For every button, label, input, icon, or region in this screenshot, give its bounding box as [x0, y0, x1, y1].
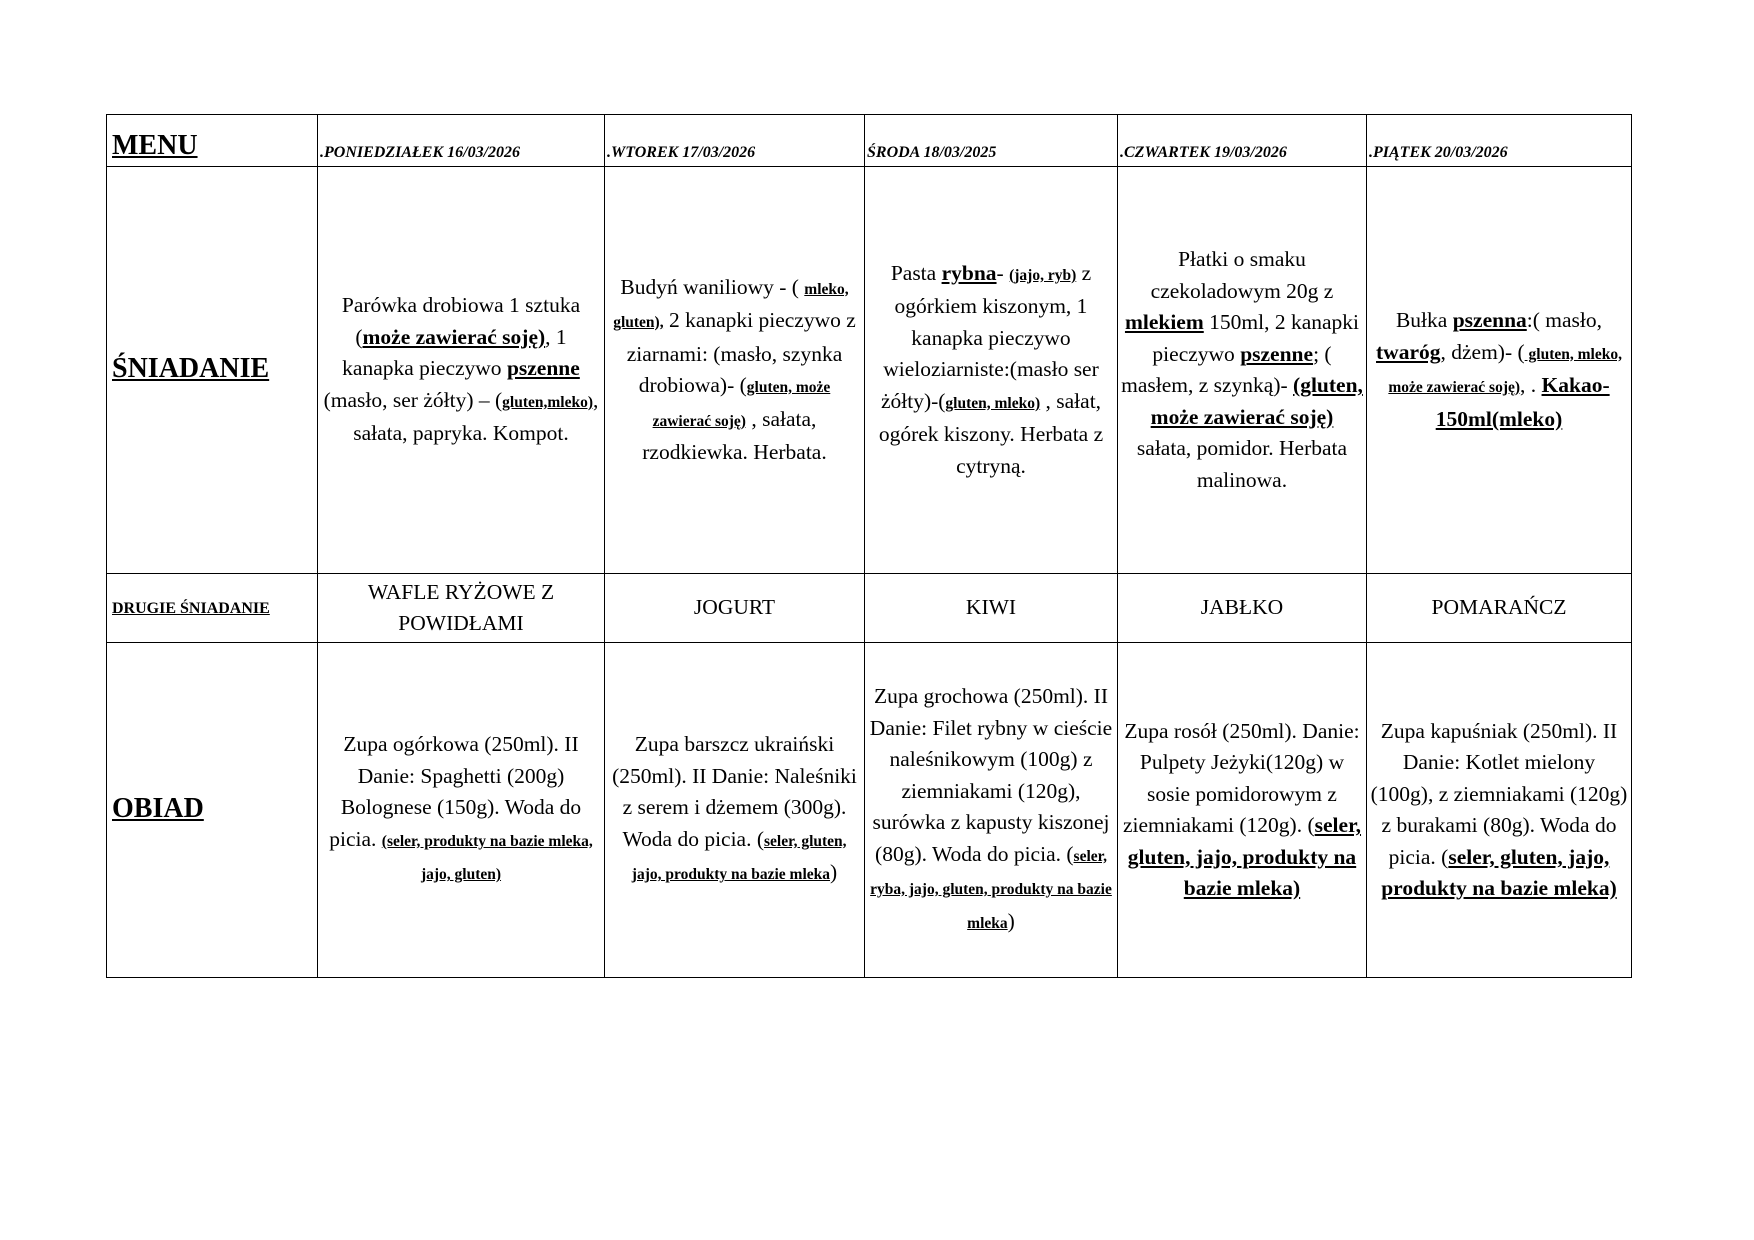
allergen-text: twaróg: [1376, 339, 1441, 364]
meal-cell: [605, 574, 865, 643]
breakfast-label: ŚNIADANIE: [112, 352, 270, 384]
allergen-text: seler, gluten, jajo, produkty na bazie mleka): [1127, 813, 1362, 900]
menu-table: [106, 114, 1632, 978]
day-header-monday: .PONIEDZIAŁEK 16/03/2026: [318, 115, 605, 167]
meal-text: 2 kanapki pieczywo z ziarnami: (masło, szynka drobiowa)- (: [626, 308, 856, 397]
meal-cell: [1367, 574, 1632, 643]
allergen-text: gluten, mleko): [945, 394, 1041, 412]
meal-text: Zupa ogórkowa (250ml). II Danie: Spaghetti (200g) Bolognese (150g). Woda do picia.: [329, 732, 582, 851]
breakfast-label-cell: [107, 167, 318, 574]
second-breakfast-row: [107, 574, 1632, 643]
meal-cell: [605, 167, 865, 574]
meal-text: JABŁKO: [1200, 595, 1284, 620]
meal-text: (masło, ser żółty) – (: [323, 387, 503, 412]
second-breakfast-label: DRUGIE ŚNIADANIE: [112, 600, 270, 618]
meal-text: POMARAŃCZ: [1431, 595, 1567, 620]
meal-cell: [865, 574, 1118, 643]
allergen-text: gluten, mleko, może zawierać soję): [1388, 345, 1622, 396]
allergen-text: mleko, gluten),: [613, 280, 849, 331]
meal-text: WAFLE RYŻOWE Z POWIDŁAMI: [367, 579, 555, 635]
menu-title: MENU: [112, 129, 198, 161]
day-header-tuesday: .WTOREK 17/03/2026: [605, 115, 865, 167]
meal-text: z ogórkiem kiszonym, 1 kanapka pieczywo wieloziarniste:(masło ser żółty)-(: [880, 260, 1099, 413]
meal-text: ; ( masłem, z szynką)-: [1121, 341, 1332, 397]
allergen-text: mlekiem: [1124, 310, 1204, 334]
allergen-text: rybna: [941, 260, 997, 285]
meal-text: Parówka drobiowa 1 sztuka (: [341, 293, 581, 349]
meal-cell: [1367, 167, 1632, 574]
allergen-text: pszenne: [506, 356, 580, 381]
meal-text: ): [1007, 908, 1015, 933]
second-breakfast-label-cell: [107, 574, 318, 643]
meal-cell: [1367, 643, 1632, 978]
meal-text: , 1 kanapka pieczywo: [342, 324, 567, 381]
meal-text: Pasta: [890, 260, 942, 285]
allergen-text: gluten,mleko): [502, 393, 593, 411]
header-row: [107, 115, 1632, 167]
menu-title-cell: [107, 115, 318, 167]
meal-text: , sałat, ogórek kiszony. Herbata z cytryną.: [878, 388, 1104, 478]
allergen-text: pszenne: [1240, 341, 1314, 366]
meal-text: Płatki o smaku czekoladowym 20g z: [1150, 247, 1334, 303]
meal-text: KIWI: [965, 595, 1017, 620]
meal-text: Zupa rosół (250ml). Danie: Pulpety Jeżyki(120g) w sosie pomidorowym z ziemniakami (120g). (: [1122, 718, 1360, 837]
meal-cell: [1118, 574, 1367, 643]
meal-text: :( masło,: [1526, 308, 1603, 332]
meal-cell: [1118, 643, 1367, 978]
allergen-text: seler, gluten, jajo, produkty na bazie mleka): [1381, 844, 1617, 900]
meal-text: , sałata, rzodkiewka. Herbata.: [642, 406, 827, 464]
meal-text: JOGURT: [693, 595, 776, 620]
meal-text: ): [830, 860, 838, 885]
day-header-friday: .PIĄTEK 20/03/2026: [1367, 115, 1632, 167]
meal-cell: [318, 167, 605, 574]
lunch-row: [107, 643, 1632, 978]
lunch-label-cell: [107, 643, 318, 978]
allergen-text: (jajo, ryb): [1009, 266, 1077, 284]
meal-text: Zupa grochowa (250ml). II Danie: Filet rybny w cieście naleśnikowym (100g) z ziemniakami (120g), surówka z kapusty kiszonej (80g). Woda do picia. (: [869, 684, 1113, 866]
meal-text: -: [996, 260, 1010, 285]
meal-cell: [865, 643, 1118, 978]
day-header-thursday: .CZWARTEK 19/03/2026: [1118, 115, 1367, 167]
meal-text: 150ml, 2 kanapki pieczywo: [1152, 310, 1360, 366]
allergen-text: gluten, może zawierać soję): [652, 379, 831, 430]
meal-cell: [605, 643, 865, 978]
meal-text: Zupa kapuśniak (250ml). II Danie: Kotlet mielony (100g), z ziemniakami (120g) z burakami (80g). Woda do picia. (: [1370, 718, 1628, 869]
allergen-text: seler, gluten, jajo, produkty na bazie mleka: [631, 832, 847, 884]
meal-text: sałata, pomidor. Herbata malinowa.: [1136, 436, 1348, 492]
allergen-text: (gluten, może zawierać soję): [1150, 373, 1363, 429]
lunch-label: OBIAD: [112, 792, 204, 824]
breakfast-row: [107, 167, 1632, 574]
allergen-text: pszenna: [1452, 308, 1527, 332]
meal-text: , sałata, papryka. Kompot.: [353, 387, 599, 446]
meal-cell: [865, 167, 1118, 574]
meal-text: Bułka: [1395, 308, 1453, 332]
meal-text: Zupa barszcz ukraiński (250ml). II Danie: Naleśniki z serem i dżemem (300g). Woda do picia. (: [612, 732, 857, 851]
allergen-text: Kakao-150ml(mleko): [1435, 373, 1610, 431]
meal-cell: [318, 574, 605, 643]
day-header-wednesday: ŚRODA 18/03/2025: [865, 115, 1118, 167]
meal-cell: [318, 643, 605, 978]
allergen-text: może zawierać soję): [362, 324, 546, 349]
allergen-text: seler, ryba, jajo, gluten, produkty na bazie mleka: [870, 847, 1112, 932]
meal-text: , dżem)- (: [1440, 339, 1525, 364]
meal-text: Budyń waniliowy - (: [620, 274, 805, 299]
meal-text: , .: [1520, 373, 1542, 397]
allergen-text: (seler, produkty na bazie mleka, jajo, gluten): [381, 832, 593, 884]
meal-cell: [1118, 167, 1367, 574]
